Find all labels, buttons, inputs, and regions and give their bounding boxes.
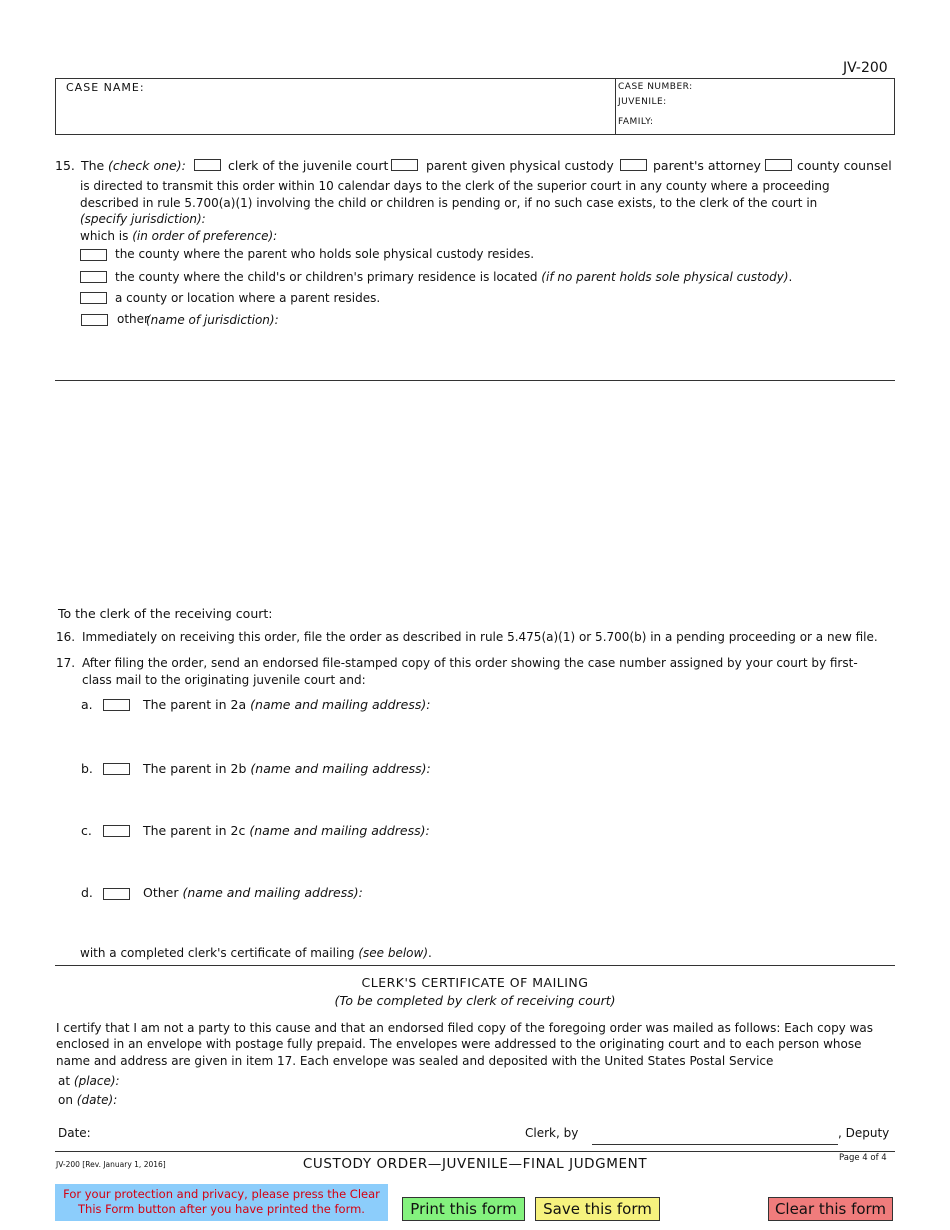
choice-other-note: (name of jurisdiction): <box>146 313 279 327</box>
juvenile-label: JUVENILE: <box>618 97 667 107</box>
item-17-line1: After filing the order, send an endorsed file-stamped copy of this order showing the case number assigned by your court by first- <box>82 656 858 670</box>
item-17-line2: class mail to the originating juvenile court and: <box>82 673 366 687</box>
form-id: JV-200 <box>843 60 888 76</box>
deputy-label: , Deputy <box>838 1126 890 1140</box>
checkbox-parent-sole-custody[interactable] <box>80 249 107 261</box>
item-15-check-one: (check one): <box>108 158 186 173</box>
checkbox-17a[interactable] <box>103 699 130 711</box>
mailing-place-label: at (place): <box>58 1074 120 1088</box>
divider <box>55 380 895 381</box>
checkbox-other-jurisdiction[interactable] <box>81 314 108 326</box>
item-17a-text: The parent in 2a (name and mailing address): <box>143 697 431 712</box>
item-17a-letter: a. <box>81 697 93 712</box>
item-15-the: The <box>81 158 105 173</box>
clerk-signature-line[interactable] <box>592 1144 838 1145</box>
item-15-text-line1: is directed to transmit this order within 10 calendar days to the clerk of the superior court in any county where a proceeding <box>80 179 830 193</box>
checkbox-17c[interactable] <box>103 825 130 837</box>
item-16-number: 16. <box>56 630 76 644</box>
item-17d-text: Other (name and mailing address): <box>143 885 363 900</box>
case-header-box <box>55 78 895 135</box>
checkbox-clerk-juvenile-court[interactable] <box>194 159 221 171</box>
choice-parent-resides: a county or location where a parent resides. <box>115 291 381 305</box>
certificate-line1: I certify that I am not a party to this cause and that an endorsed filed copy of the foregoing order was mailed as follows: Each copy was <box>56 1021 874 1035</box>
divider <box>55 965 895 966</box>
item-17c-letter: c. <box>81 823 92 838</box>
item-16-text: Immediately on receiving this order, file the order as described in rule 5.475(a)(1) or 5.700(b) in a pending proceeding or a new file. <box>82 630 878 644</box>
option-clerk-label: clerk of the juvenile court <box>228 158 389 173</box>
item-15-number: 15. <box>55 158 75 173</box>
clear-button[interactable]: Clear this form <box>768 1197 893 1221</box>
page-number: Page 4 of 4 <box>839 1153 887 1163</box>
specify-jurisdiction-label: (specify jurisdiction): <box>80 212 206 226</box>
option-counsel-label: county counsel <box>797 158 892 173</box>
date-label: Date: <box>58 1126 91 1140</box>
certificate-title: CLERK'S CERTIFICATE OF MAILING <box>361 975 589 990</box>
certificate-subtitle: (To be completed by clerk of receiving court) <box>334 993 616 1008</box>
item-17b-text: The parent in 2b (name and mailing address): <box>143 761 431 776</box>
checkbox-county-counsel[interactable] <box>765 159 792 171</box>
checkbox-17d[interactable] <box>103 888 130 900</box>
checkbox-parent-resides[interactable] <box>80 292 107 304</box>
choice-primary-residence: the county where the child's or children's primary residence is located (if no parent holds sole physical custody). <box>115 270 793 284</box>
mailing-date-label: on (date): <box>58 1093 118 1107</box>
item-17b-letter: b. <box>81 761 93 776</box>
privacy-notice: For your protection and privacy, please press the Clear This Form button after you have printed the form. <box>55 1184 388 1221</box>
item-17d-letter: d. <box>81 885 93 900</box>
footer-divider <box>55 1151 895 1152</box>
choice-other: other <box>117 312 149 326</box>
item-17-number: 17. <box>56 656 76 670</box>
choice-parent-sole-custody: the county where the parent who holds sole physical custody resides. <box>115 247 535 261</box>
form-revision: JV-200 [Rev. January 1, 2016] <box>56 1160 166 1169</box>
certificate-line2: enclosed in an envelope with postage fully prepaid. The envelopes were addressed to the originating court and to each person whose <box>56 1037 862 1051</box>
item-17c-text: The parent in 2c (name and mailing address): <box>143 823 430 838</box>
case-number-label: CASE NUMBER: <box>618 82 693 92</box>
checkbox-primary-residence[interactable] <box>80 271 107 283</box>
save-button[interactable]: Save this form <box>535 1197 660 1221</box>
case-name-label: CASE NAME: <box>66 81 145 94</box>
print-button[interactable]: Print this form <box>402 1197 525 1221</box>
checkbox-parents-attorney[interactable] <box>620 159 647 171</box>
family-label: FAMILY: <box>618 117 654 127</box>
which-is-label: which is (in order of preference): <box>80 229 278 243</box>
option-parent-label: parent given physical custody <box>426 158 614 173</box>
certificate-reference: with a completed clerk's certificate of mailing (see below). <box>80 946 432 960</box>
checkbox-17b[interactable] <box>103 763 130 775</box>
checkbox-parent-custody[interactable] <box>391 159 418 171</box>
item-15-text-line2: described in rule 5.700(a)(1) involving the child or children is pending or, if no such case exists, to the clerk of the court in <box>80 196 818 210</box>
receiving-court-heading: To the clerk of the receiving court: <box>58 606 273 621</box>
certificate-line3: name and address are given in item 17. Each envelope was sealed and deposited with the United States Postal Service <box>56 1054 774 1068</box>
clerk-by-label: Clerk, by <box>525 1126 579 1140</box>
form-title: CUSTODY ORDER—JUVENILE—FINAL JUDGMENT <box>302 1156 648 1172</box>
option-attorney-label: parent's attorney <box>653 158 761 173</box>
